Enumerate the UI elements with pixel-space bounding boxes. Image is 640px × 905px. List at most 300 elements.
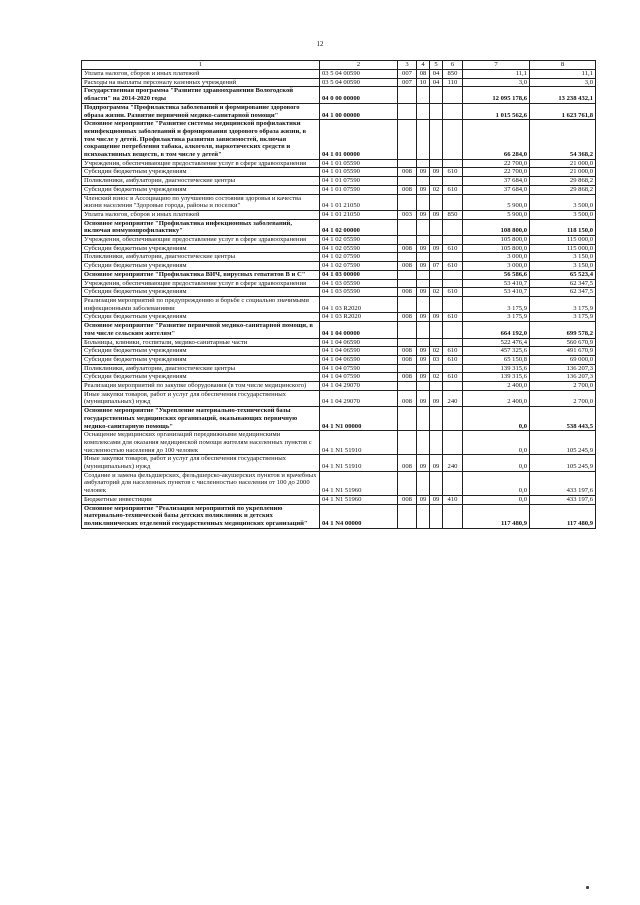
row-amount-2019-cell: 105 800,0: [463, 244, 530, 253]
table-row: [82, 495, 596, 504]
row-col6-cell: 610: [443, 355, 463, 364]
table-row: [82, 504, 596, 528]
table-row: [82, 288, 596, 297]
row-amount-2020-cell: 21 000,0: [530, 168, 596, 177]
row-col6-cell: [443, 253, 463, 262]
row-name-cell: Учреждения, обеспечивающие предоставление услуг в сфере здравоохранения: [82, 236, 320, 245]
row-amount-2019-cell: 22 700,0: [463, 159, 530, 168]
row-col6-cell: 610: [443, 185, 463, 194]
row-col5-cell: 04: [430, 78, 443, 87]
row-amount-2020-cell: 3 500,0: [530, 210, 596, 219]
table-header-row: [82, 61, 596, 70]
row-col4-cell: [417, 364, 430, 373]
row-col6-cell: [443, 194, 463, 210]
row-col4-cell: 09: [417, 390, 430, 406]
row-amount-2019-cell: 3,0: [463, 78, 530, 87]
row-amount-2019-cell: 5 900,0: [463, 194, 530, 210]
row-amount-2020-cell: 3 175,9: [530, 296, 596, 312]
row-code-cell: 04 1 N1 51910: [320, 431, 398, 455]
row-amount-2020-cell: 29 868,2: [530, 185, 596, 194]
row-name-cell: Основное мероприятие "Развитие первичной медико-санитарной помощи, в том числе сельским жителям": [82, 322, 320, 338]
row-amount-2020-cell: 105 245,9: [530, 455, 596, 471]
row-col3-cell: 008: [398, 455, 417, 471]
row-col6-cell: 110: [443, 78, 463, 87]
row-col5-cell: [430, 177, 443, 186]
row-col3-cell: [398, 159, 417, 168]
row-amount-2019-cell: 12 095 178,6: [463, 87, 530, 103]
row-amount-2019-cell: 457 325,6: [463, 347, 530, 356]
row-col4-cell: [417, 270, 430, 279]
row-col3-cell: [398, 471, 417, 495]
row-col3-cell: [398, 219, 417, 235]
row-col3-cell: [398, 504, 417, 528]
row-code-cell: 04 1 04 29070: [320, 382, 398, 391]
row-code-cell: 04 1 03 05590: [320, 279, 398, 288]
table-row: [82, 194, 596, 210]
row-col6-cell: 610: [443, 313, 463, 322]
table-row: [82, 455, 596, 471]
table-row: [82, 236, 596, 245]
row-col4-cell: [417, 253, 430, 262]
row-col3-cell: [398, 364, 417, 373]
table-row: [82, 70, 596, 79]
row-col4-cell: 09: [417, 373, 430, 382]
row-code-cell: 04 0 00 00000: [320, 87, 398, 103]
table-row: [82, 185, 596, 194]
row-amount-2019-cell: 117 480,9: [463, 504, 530, 528]
row-col5-cell: [430, 338, 443, 347]
table-row: [82, 322, 596, 338]
table-row: [82, 471, 596, 495]
row-col4-cell: [417, 103, 430, 119]
row-col3-cell: 008: [398, 347, 417, 356]
row-code-cell: 04 1 01 21050: [320, 210, 398, 219]
row-col5-cell: 02: [430, 185, 443, 194]
row-code-cell: 03 5 04 00590: [320, 70, 398, 79]
row-col5-cell: [430, 253, 443, 262]
row-col4-cell: 09: [417, 355, 430, 364]
row-col6-cell: 240: [443, 455, 463, 471]
row-code-cell: 04 1 00 00000: [320, 103, 398, 119]
row-amount-2020-cell: 433 197,6: [530, 471, 596, 495]
row-col3-cell: [398, 253, 417, 262]
row-col3-cell: 008: [398, 288, 417, 297]
row-amount-2020-cell: 115 000,0: [530, 236, 596, 245]
row-code-cell: 04 1 04 07590: [320, 364, 398, 373]
table-row: [82, 270, 596, 279]
row-amount-2019-cell: 65 150,8: [463, 355, 530, 364]
row-name-cell: Бюджетные инвестиции: [82, 495, 320, 504]
row-col5-cell: 02: [430, 347, 443, 356]
row-col3-cell: 007: [398, 70, 417, 79]
row-col5-cell: 09: [430, 244, 443, 253]
row-col6-cell: [443, 177, 463, 186]
table-row: [82, 210, 596, 219]
row-amount-2020-cell: 699 578,2: [530, 322, 596, 338]
row-amount-2019-cell: 37 684,0: [463, 185, 530, 194]
row-col4-cell: [417, 194, 430, 210]
budget-table: [81, 60, 596, 529]
row-name-cell: Иные закупки товаров, работ и услуг для обеспечения государственных (муниципальных) нужд: [82, 390, 320, 406]
row-col5-cell: [430, 120, 443, 160]
row-amount-2020-cell: 433 197,6: [530, 495, 596, 504]
row-amount-2020-cell: 62 347,5: [530, 279, 596, 288]
row-col3-cell: [398, 87, 417, 103]
table-row: [82, 313, 596, 322]
row-name-cell: Субсидии бюджетным учреждениям: [82, 288, 320, 297]
column-header: 2: [320, 61, 398, 70]
table-row: [82, 177, 596, 186]
row-code-cell: 04 1 N4 00000: [320, 504, 398, 528]
row-amount-2019-cell: 0,0: [463, 471, 530, 495]
table-row: [82, 407, 596, 431]
row-amount-2019-cell: 0,0: [463, 455, 530, 471]
row-col6-cell: [443, 219, 463, 235]
row-col6-cell: 610: [443, 347, 463, 356]
row-code-cell: 04 1 03 R2020: [320, 296, 398, 312]
row-col5-cell: [430, 87, 443, 103]
row-col3-cell: [398, 177, 417, 186]
row-amount-2020-cell: 115 000,0: [530, 244, 596, 253]
row-col3-cell: [398, 120, 417, 160]
row-col3-cell: 008: [398, 313, 417, 322]
column-header: 1: [82, 61, 320, 70]
table-row: [82, 347, 596, 356]
row-amount-2020-cell: 11,1: [530, 70, 596, 79]
row-name-cell: Иные закупки товаров, работ и услуг для обеспечения государственных (муниципальных) нужд: [82, 455, 320, 471]
row-col3-cell: 008: [398, 355, 417, 364]
row-col5-cell: 07: [430, 262, 443, 271]
row-name-cell: Поликлиники, амбулатории, диагностические центры: [82, 177, 320, 186]
row-col4-cell: [417, 236, 430, 245]
row-col4-cell: [417, 322, 430, 338]
row-amount-2019-cell: 5 900,0: [463, 210, 530, 219]
table-row: [82, 364, 596, 373]
row-amount-2019-cell: 0,0: [463, 407, 530, 431]
row-col5-cell: [430, 159, 443, 168]
row-code-cell: 04 1 02 07590: [320, 253, 398, 262]
row-name-cell: Создание и замена фельдшерских, фельдшерско-акушерских пунктов и врачебных амбулаторий для населенных пунктов с численностью населения от 100 до 2000 человек: [82, 471, 320, 495]
row-col5-cell: [430, 322, 443, 338]
row-col3-cell: [398, 296, 417, 312]
row-amount-2020-cell: 3 175,9: [530, 313, 596, 322]
row-amount-2019-cell: 53 410,7: [463, 279, 530, 288]
row-col5-cell: [430, 219, 443, 235]
row-col4-cell: [417, 296, 430, 312]
row-code-cell: 04 1 01 05590: [320, 168, 398, 177]
row-col5-cell: [430, 194, 443, 210]
row-amount-2020-cell: 560 670,9: [530, 338, 596, 347]
row-name-cell: Основное мероприятие "Реализация мероприятий по укреплению материально-технической базы детских поликлиник и детских поликлинических отделений государственных медицинских организаций": [82, 504, 320, 528]
row-col3-cell: [398, 382, 417, 391]
row-col6-cell: 240: [443, 390, 463, 406]
column-header: 4: [417, 61, 430, 70]
table-row: [82, 103, 596, 119]
row-col3-cell: 008: [398, 495, 417, 504]
row-code-cell: 04 1 03 05590: [320, 288, 398, 297]
row-col6-cell: [443, 338, 463, 347]
row-amount-2019-cell: 522 476,4: [463, 338, 530, 347]
row-name-cell: Уплата налогов, сборов и иных платежей: [82, 210, 320, 219]
row-name-cell: Основное мероприятие "Профилактика ВИЧ, вирусных гепатитов В и С": [82, 270, 320, 279]
row-col4-cell: [417, 338, 430, 347]
row-col4-cell: 09: [417, 313, 430, 322]
row-amount-2020-cell: 1 623 761,8: [530, 103, 596, 119]
row-name-cell: Реализация мероприятий по предупреждению и борьбе с социально значимыми инфекционными заболеваниями: [82, 296, 320, 312]
row-amount-2020-cell: 3 500,0: [530, 194, 596, 210]
row-col3-cell: [398, 338, 417, 347]
row-col6-cell: 610: [443, 288, 463, 297]
row-col4-cell: [417, 431, 430, 455]
row-amount-2019-cell: 56 586,6: [463, 270, 530, 279]
row-col3-cell: [398, 236, 417, 245]
row-amount-2019-cell: 0,0: [463, 431, 530, 455]
row-col3-cell: 008: [398, 185, 417, 194]
row-code-cell: 04 1 04 06590: [320, 355, 398, 364]
row-col4-cell: [417, 382, 430, 391]
row-col6-cell: 850: [443, 210, 463, 219]
row-col3-cell: 008: [398, 390, 417, 406]
column-header: 5: [430, 61, 443, 70]
row-name-cell: Субсидии бюджетным учреждениям: [82, 373, 320, 382]
page-number: 12: [316, 40, 324, 48]
row-code-cell: 04 1 02 05590: [320, 244, 398, 253]
row-col6-cell: [443, 296, 463, 312]
row-amount-2019-cell: 108 800,0: [463, 219, 530, 235]
row-code-cell: 04 1 01 00000: [320, 120, 398, 160]
row-col3-cell: 007: [398, 78, 417, 87]
row-col4-cell: 09: [417, 495, 430, 504]
row-amount-2020-cell: 136 207,3: [530, 364, 596, 373]
row-col5-cell: 02: [430, 373, 443, 382]
row-code-cell: 04 1 02 00000: [320, 219, 398, 235]
row-amount-2019-cell: 3 175,9: [463, 313, 530, 322]
row-amount-2020-cell: 65 523,4: [530, 270, 596, 279]
row-code-cell: 04 1 N1 51910: [320, 455, 398, 471]
row-code-cell: 04 1 03 R2020: [320, 313, 398, 322]
row-name-cell: Субсидии бюджетным учреждениям: [82, 355, 320, 364]
row-col6-cell: [443, 364, 463, 373]
row-col4-cell: [417, 87, 430, 103]
row-col5-cell: [430, 103, 443, 119]
row-col3-cell: [398, 279, 417, 288]
row-col3-cell: 008: [398, 244, 417, 253]
row-col6-cell: 410: [443, 495, 463, 504]
row-name-cell: Субсидии бюджетным учреждениям: [82, 313, 320, 322]
column-header: 7: [463, 61, 530, 70]
table-row: [82, 78, 596, 87]
row-amount-2019-cell: 0,0: [463, 495, 530, 504]
row-amount-2019-cell: 11,1: [463, 70, 530, 79]
row-col4-cell: [417, 279, 430, 288]
row-col5-cell: [430, 431, 443, 455]
row-col3-cell: [398, 103, 417, 119]
row-code-cell: 04 1 04 06590: [320, 338, 398, 347]
row-name-cell: Субсидии бюджетным учреждениям: [82, 347, 320, 356]
row-col4-cell: 09: [417, 168, 430, 177]
row-amount-2019-cell: 664 192,0: [463, 322, 530, 338]
row-col3-cell: [398, 194, 417, 210]
row-amount-2019-cell: 2 400,0: [463, 390, 530, 406]
row-col5-cell: [430, 296, 443, 312]
row-code-cell: 04 1 04 07590: [320, 373, 398, 382]
row-col5-cell: [430, 471, 443, 495]
row-amount-2019-cell: 3 000,0: [463, 262, 530, 271]
row-col6-cell: [443, 504, 463, 528]
row-amount-2019-cell: 3 000,0: [463, 253, 530, 262]
row-name-cell: Основное мероприятие "Укрепление материально-технической базы государственных медицинских организаций, оказывающих первичную медико-санитарную помощь": [82, 407, 320, 431]
row-amount-2020-cell: 2 700,0: [530, 382, 596, 391]
row-col4-cell: 09: [417, 288, 430, 297]
row-name-cell: Учреждения, обеспечивающие предоставление услуг в сфере здравоохранения: [82, 279, 320, 288]
table-row: [82, 279, 596, 288]
row-name-cell: Подпрограмма "Профилактика заболеваний и формирование здорового образа жизни. Развитие первичной медико-санитарной помощи": [82, 103, 320, 119]
row-amount-2019-cell: 37 684,0: [463, 177, 530, 186]
row-col3-cell: 008: [398, 168, 417, 177]
row-code-cell: 04 1 02 05590: [320, 236, 398, 245]
row-col4-cell: [417, 471, 430, 495]
table-row: [82, 390, 596, 406]
row-col6-cell: 610: [443, 244, 463, 253]
row-name-cell: Уплата налогов, сборов и иных платежей: [82, 70, 320, 79]
row-amount-2020-cell: 62 347,5: [530, 288, 596, 297]
row-code-cell: 04 1 04 29070: [320, 390, 398, 406]
row-col4-cell: 09: [417, 210, 430, 219]
row-amount-2019-cell: 105 800,0: [463, 236, 530, 245]
row-amount-2020-cell: 538 443,5: [530, 407, 596, 431]
row-col4-cell: [417, 219, 430, 235]
row-amount-2019-cell: 2 400,0: [463, 382, 530, 391]
row-code-cell: 04 1 01 07590: [320, 177, 398, 186]
row-col5-cell: 03: [430, 355, 443, 364]
row-name-cell: Основное мероприятие "Профилактика инфекционных заболеваний, включая иммунопрофилактику": [82, 219, 320, 235]
row-amount-2020-cell: 117 480,9: [530, 504, 596, 528]
row-amount-2020-cell: 3 150,0: [530, 262, 596, 271]
row-code-cell: 04 1 N1 51960: [320, 471, 398, 495]
row-amount-2019-cell: 1 015 562,6: [463, 103, 530, 119]
row-col4-cell: 09: [417, 347, 430, 356]
table-row: [82, 168, 596, 177]
row-col5-cell: 09: [430, 390, 443, 406]
row-name-cell: Государственная программа "Развитие здравоохранения Вологодской области" на 2014-2020 годы: [82, 87, 320, 103]
row-col5-cell: 09: [430, 313, 443, 322]
row-col6-cell: [443, 431, 463, 455]
row-col5-cell: 09: [430, 168, 443, 177]
row-col3-cell: 008: [398, 262, 417, 271]
row-name-cell: Расходы на выплаты персоналу казенных учреждений: [82, 78, 320, 87]
row-col6-cell: [443, 382, 463, 391]
row-amount-2020-cell: 118 150,0: [530, 219, 596, 235]
row-amount-2019-cell: 22 700,0: [463, 168, 530, 177]
table-row: [82, 159, 596, 168]
row-name-cell: Субсидии бюджетным учреждениям: [82, 185, 320, 194]
row-col5-cell: [430, 279, 443, 288]
row-amount-2019-cell: 53 410,7: [463, 288, 530, 297]
row-name-cell: Субсидии бюджетным учреждениям: [82, 168, 320, 177]
row-code-cell: 04 1 03 00000: [320, 270, 398, 279]
row-col3-cell: [398, 322, 417, 338]
row-col6-cell: 610: [443, 262, 463, 271]
row-name-cell: Субсидии бюджетным учреждениям: [82, 262, 320, 271]
row-name-cell: Оснащение медицинских организаций передвижными медицинскими комплексами для оказания медицинской помощи жителям населенных пунктов с численностью населения до 100 человек: [82, 431, 320, 455]
row-code-cell: 04 1 N1 00000: [320, 407, 398, 431]
row-col4-cell: [417, 159, 430, 168]
row-amount-2020-cell: 69 000,0: [530, 355, 596, 364]
row-col6-cell: 610: [443, 373, 463, 382]
row-col3-cell: 003: [398, 210, 417, 219]
row-col4-cell: 09: [417, 244, 430, 253]
row-amount-2020-cell: 2 700,0: [530, 390, 596, 406]
row-amount-2020-cell: 105 245,9: [530, 431, 596, 455]
row-col6-cell: 850: [443, 70, 463, 79]
row-col4-cell: 09: [417, 185, 430, 194]
row-col6-cell: [443, 120, 463, 160]
row-col5-cell: [430, 407, 443, 431]
row-name-cell: Основное мероприятие "Развитие системы медицинской профилактики неинфекционных заболеваний и формирования здорового образа жизни, в том числе у детей. Профилактика развития зависимостей, включая сокращение потребления табака, алкоголя, наркотических средств и психоактивных веществ, в том числе у детей": [82, 120, 320, 160]
row-col4-cell: 10: [417, 78, 430, 87]
row-col5-cell: 09: [430, 455, 443, 471]
row-name-cell: Реализация мероприятий по закупке оборудования (в том числе медицинского): [82, 382, 320, 391]
row-amount-2019-cell: 66 284,0: [463, 120, 530, 160]
row-code-cell: 04 1 04 00000: [320, 322, 398, 338]
row-amount-2020-cell: 21 000,0: [530, 159, 596, 168]
row-amount-2020-cell: 13 238 432,1: [530, 87, 596, 103]
row-amount-2019-cell: 139 315,6: [463, 373, 530, 382]
table-row: [82, 382, 596, 391]
row-code-cell: 04 1 01 05590: [320, 159, 398, 168]
table-row: [82, 219, 596, 235]
table-row: [82, 87, 596, 103]
row-col4-cell: 09: [417, 262, 430, 271]
row-col5-cell: [430, 364, 443, 373]
row-amount-2020-cell: 491 670,9: [530, 347, 596, 356]
row-col3-cell: [398, 431, 417, 455]
row-col6-cell: 610: [443, 168, 463, 177]
row-amount-2019-cell: 3 175,9: [463, 296, 530, 312]
row-code-cell: 04 1 N1 51960: [320, 495, 398, 504]
row-col4-cell: 09: [417, 455, 430, 471]
table-row: [82, 355, 596, 364]
row-col5-cell: [430, 270, 443, 279]
row-col4-cell: [417, 407, 430, 431]
row-col3-cell: [398, 407, 417, 431]
row-code-cell: 04 1 04 06590: [320, 347, 398, 356]
table-row: [82, 431, 596, 455]
row-col5-cell: [430, 504, 443, 528]
row-amount-2020-cell: 136 207,3: [530, 373, 596, 382]
row-col6-cell: [443, 322, 463, 338]
row-col6-cell: [443, 407, 463, 431]
row-col6-cell: [443, 279, 463, 288]
row-code-cell: 04 1 01 07590: [320, 185, 398, 194]
row-col5-cell: 09: [430, 210, 443, 219]
row-col4-cell: [417, 177, 430, 186]
row-name-cell: Учреждения, обеспечивающие предоставление услуг в сфере здравоохранения: [82, 159, 320, 168]
row-col5-cell: 02: [430, 288, 443, 297]
row-col4-cell: [417, 504, 430, 528]
row-amount-2020-cell: 3,0: [530, 78, 596, 87]
row-col5-cell: 04: [430, 70, 443, 79]
row-col6-cell: [443, 159, 463, 168]
table-row: [82, 120, 596, 160]
row-name-cell: Субсидии бюджетным учреждениям: [82, 244, 320, 253]
row-amount-2020-cell: 3 150,0: [530, 253, 596, 262]
row-code-cell: 04 1 01 21050: [320, 194, 398, 210]
row-col5-cell: [430, 236, 443, 245]
row-col6-cell: [443, 471, 463, 495]
row-name-cell: Членский взнос в Ассоциацию по улучшению состояния здоровья и качества жизни населения "Здоровые города, районы и поселки": [82, 194, 320, 210]
row-col4-cell: [417, 120, 430, 160]
